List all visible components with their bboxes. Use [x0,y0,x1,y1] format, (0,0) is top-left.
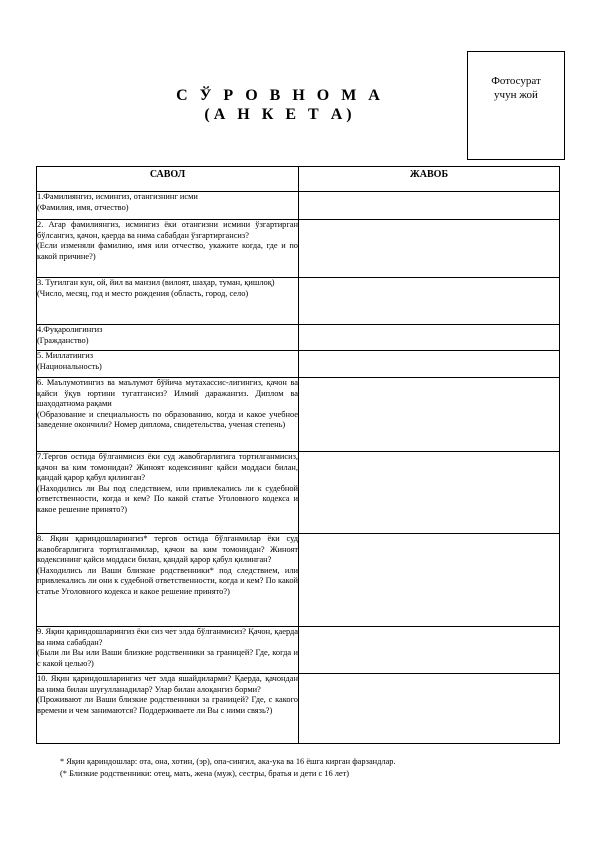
answer-cell[interactable] [299,378,560,452]
answer-cell[interactable] [299,325,560,351]
title-main: С Ў Р О В Н О М А [176,87,384,104]
question-cell [37,627,299,674]
answer-column-header: ЖАВОБ [299,167,560,192]
answer-cell[interactable] [299,627,560,674]
title-sub: (А Н К Е Т А) [204,106,356,123]
answer-cell[interactable] [299,192,560,220]
question-ru: (Национальность) [37,361,102,371]
question-uz: 9. Яқин қариндошларингиз ёки сиз чет элда бўлганмисиз? Қачон, қаерда ва нима сабабдан? [37,627,298,647]
table-row [37,278,560,325]
question-cell [37,220,299,278]
question-uz: 10. Яқин қариндошларингиз чет элда яшайдиларми? Қаерда, қачондан ва нима билан шуғулланадилар? Улар билан алоқангиз борми? [37,674,298,694]
question-column-header: САВОЛ [37,167,299,192]
table-row [37,192,560,220]
question-cell [37,192,299,220]
question-cell [37,351,299,378]
question-uz: 6. Маълумотингиз ва маълумот бўйича мутахассис-лигингиз, қачон ва қайси ўқув юртини тугатгансиз? Илмий даражангиз. Диплом ва шаҳодатнома рақами [37,378,298,409]
table-row [37,627,560,674]
answer-cell[interactable] [299,351,560,378]
question-ru: (Находились ли Вы под следствием, или привлекались ли к судебной ответственности, когда и кем? По какой статье Уголовного кодекса и какое решение принято?) [37,483,298,514]
question-uz: 2. Агар фамилиянгиз, исмингиз ёки отангизни исмини ўзгартирган бўлсангиз, қачон, қаерда ва нима сабабдан ўзгартиргансиз? [37,220,298,240]
answer-cell[interactable] [299,534,560,627]
question-cell [37,378,299,452]
footnote [60,756,396,780]
questionnaire-table [36,166,560,744]
question-cell [37,278,299,325]
table-row [37,452,560,534]
table-row [37,674,560,744]
question-cell [37,452,299,534]
question-cell [37,325,299,351]
question-uz: 1.Фамилиянгиз, исмингиз, отангизнинг исми [37,192,198,201]
question-uz: 7.Тергов остида бўлганмисиз ёки суд жавобгарлигига тортилганмисиз, қачон ва ким томонидан? Жиноят кодексининг қайси моддаси билан, қандай қарор қабул қилинган? [37,452,298,483]
question-cell [37,674,299,744]
photo-placeholder [467,51,565,160]
question-uz: 8. Яқин қариндошларингиз* тергов остида бўлганмилар ёки суд жавобгарлигига тортилганмилар, қачон ва ким томонидан? Жиноят кодексининг қайси моддаси билан, қандай қарор қабул қилинган? [37,534,298,565]
question-cell [37,534,299,627]
question-ru: (Образование и специальность по образованию, когда и какое учебное заведение окончили? Номер диплома, свидетельства, ученая степень) [37,409,298,430]
table-header-row [37,167,560,192]
page-title [170,86,390,124]
table-row [37,220,560,278]
footnote-ru: (* Близкие родственники: отец, мать, жена (муж), сестры, братья и дети с 16 лет) [60,769,350,778]
table-row [37,534,560,627]
question-ru: (Если изменяли фамилию, имя или отчество, укажите когда, где и по какой причине?) [37,241,298,261]
question-ru: (Гражданство) [37,335,89,345]
table-row [37,325,560,351]
table-row [37,351,560,378]
answer-cell[interactable] [299,452,560,534]
answer-cell[interactable] [299,674,560,744]
question-ru: (Были ли Вы или Ваши близкие родственники за границей? Где, когда и с какой целью?) [37,648,298,668]
question-ru: (Фамилия, имя, отчество) [37,202,129,212]
footnote-uz: * Яқин қариндошлар: ота, она, хотин, (эр), опа-сингил, ака-ука ва 16 ёшга кирган фарзандлар. [60,757,396,766]
question-uz: 4.Фуқаролигингиз [37,325,103,334]
answer-cell[interactable] [299,220,560,278]
table-row [37,378,560,452]
photo-label-line1: Фотосурат [491,75,541,87]
question-uz: 5. Миллатингиз [37,351,94,360]
question-ru: (Проживают ли Ваши близкие родственники за границей? Где, с какого времени и чем занимаются? Поддерживаете ли Вы с ними связь?) [37,695,298,715]
question-uz: 3. Туғилган кун, ой, йил ва манзил (вилоят, шаҳар, туман, қишлоқ) [37,278,275,287]
question-ru: (Число, месяц, год и место рождения (область, город, село) [37,288,249,298]
answer-cell[interactable] [299,278,560,325]
question-ru: (Находились ли Ваши близкие родственники* под следствием, или привлекались ли они к судебной ответственности, когда и кем? По какой статье Уголовного кодекса и какое решение принято?) [37,565,298,596]
photo-label-line2: учун жой [494,89,538,101]
